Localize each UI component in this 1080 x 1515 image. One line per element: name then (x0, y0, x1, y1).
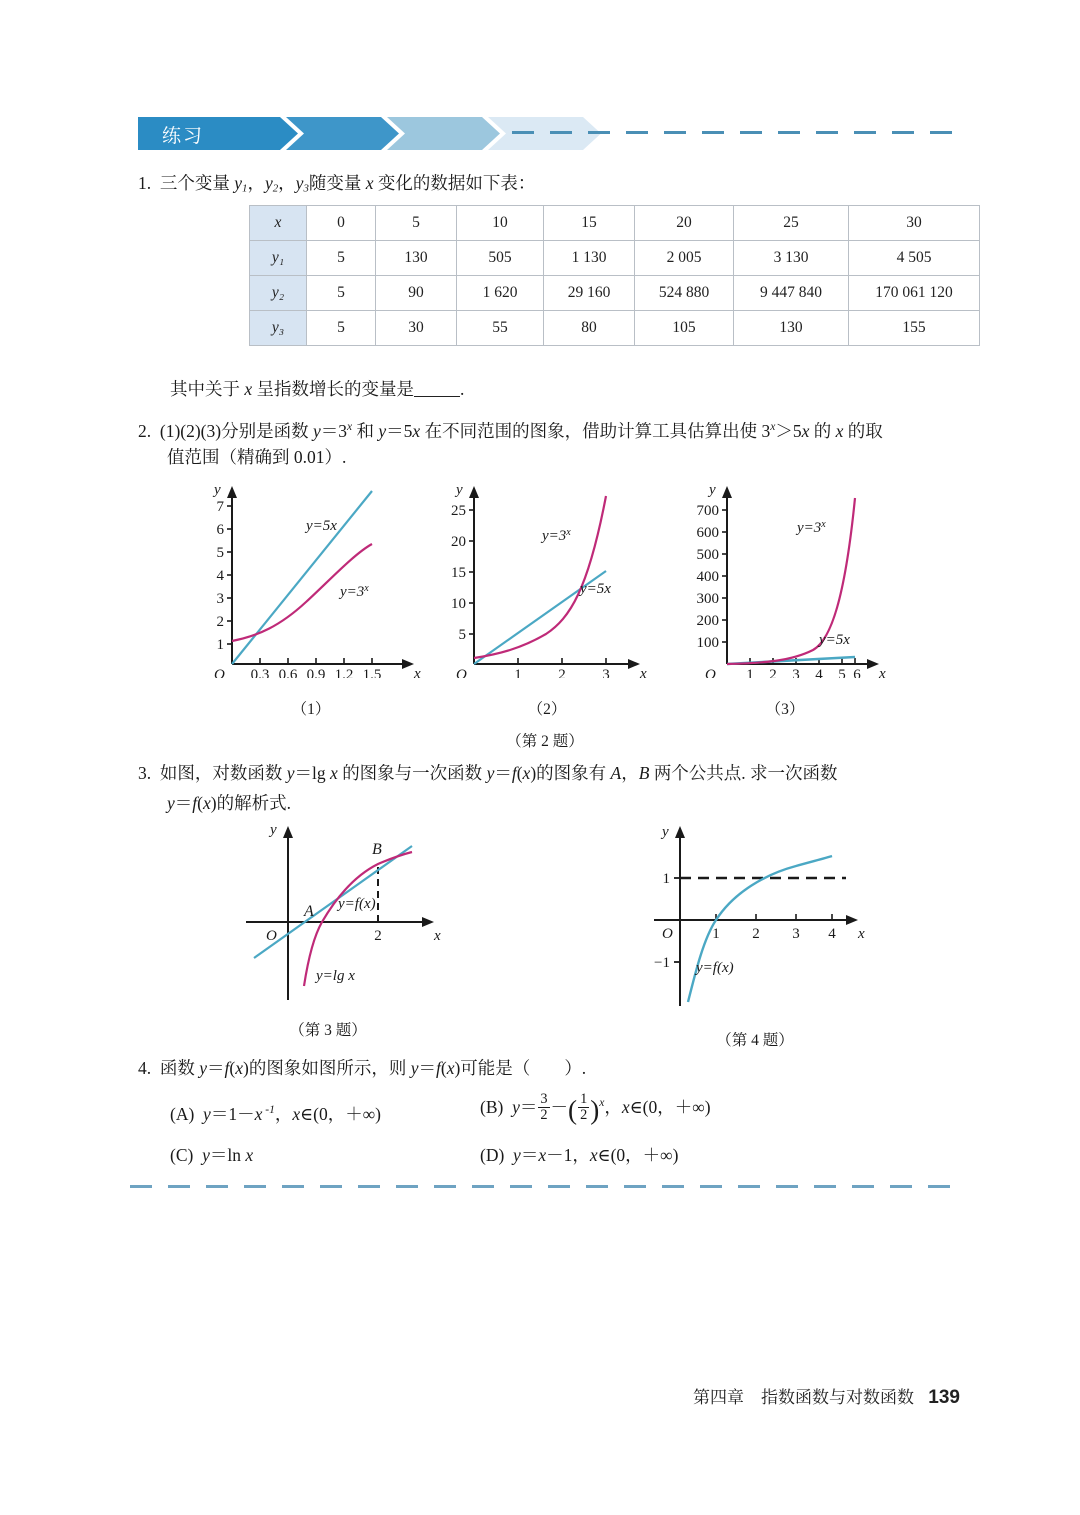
cell: 155 (849, 311, 980, 346)
tick-label-neg1: −1 (654, 955, 670, 971)
svg-text:1.5: 1.5 (362, 667, 382, 678)
table-row-y3 (250, 311, 980, 346)
question-2-line2: 值范围（精确到 0.01）. (167, 447, 347, 467)
series-label-5x: y=5x (580, 581, 611, 597)
series-label-fx: y=f(x) (696, 960, 734, 976)
footer-page-number: 139 (928, 1387, 960, 1408)
banner-chevron-2 (286, 117, 399, 150)
svg-text:100: 100 (696, 635, 719, 651)
cell: 130 (376, 241, 457, 276)
svg-text:5: 5 (458, 627, 466, 643)
svg-text:3: 3 (602, 667, 610, 678)
cell: 10 (457, 206, 544, 241)
cell: 505 (457, 241, 544, 276)
point-label-A: A (304, 903, 314, 920)
q4-option-C[interactable]: (C) y＝ln x (170, 1145, 254, 1165)
cell: 3 130 (734, 241, 849, 276)
question-2-line1: 2. (1)(2)(3)分别是函数 $y=3^x$ 和 y＝5x 在不同范围的图象，借助计算工具估算出使 $3^x>5x$ 的 x 的取 (138, 420, 883, 441)
cell: 15 (544, 206, 635, 241)
q3-number: 3. (138, 763, 152, 783)
cell: 524 880 (635, 276, 734, 311)
svg-text:10: 10 (451, 596, 466, 612)
page-footer (693, 1383, 960, 1409)
footer-chapter: 第四章 指数函数与对数函数 (693, 1388, 915, 1407)
svg-text:O: O (662, 926, 673, 942)
section-title: 练习 (162, 126, 205, 147)
q2-number: 2. (138, 420, 152, 441)
svg-text:700: 700 (696, 503, 719, 519)
svg-text:2: 2 (216, 614, 224, 630)
q4-number: 4. (138, 1058, 152, 1078)
figure-4-caption: （第 4 题） (716, 1032, 794, 1049)
cell: 1 620 (457, 276, 544, 311)
series-label-3x: $y=3^x$ (797, 519, 826, 536)
cell: 5 (307, 241, 376, 276)
table-row-x (250, 206, 980, 241)
question-3-line2: y＝f(x)的解析式. (167, 793, 291, 813)
tick-label-2: 2 (374, 928, 382, 944)
cell: 90 (376, 276, 457, 311)
cell: 130 (734, 311, 849, 346)
banner-chevron-3 (387, 117, 500, 150)
svg-text:3: 3 (792, 926, 800, 942)
q4-option-B[interactable]: (B) y＝ $\frac{3}{2}$ －( $\frac{1}{2}$ )$^x$，x∈(0，＋∞) (480, 1090, 711, 1125)
option-B-tag: (B) (480, 1096, 504, 1117)
cell: 4 505 (849, 241, 980, 276)
svg-text:2: 2 (558, 667, 566, 678)
svg-text:O: O (214, 667, 225, 678)
svg-text:y: y (456, 482, 463, 498)
point-label-B: B (372, 841, 382, 858)
cell: 29 160 (544, 276, 635, 311)
answer-blank[interactable] (414, 379, 460, 397)
svg-text:600: 600 (696, 525, 719, 541)
svg-text:1: 1 (216, 637, 224, 653)
cell: 20 (635, 206, 734, 241)
series-label-lgx: y=lg x (316, 968, 355, 984)
option-C-tag: (C) (170, 1145, 194, 1165)
q1-data-table (249, 205, 980, 346)
cell: 0 (307, 206, 376, 241)
svg-text:3: 3 (216, 591, 224, 607)
svg-text:20: 20 (451, 534, 466, 550)
cell: 80 (544, 311, 635, 346)
svg-text:0.9: 0.9 (306, 667, 326, 678)
option-D-tag: (D) (480, 1145, 505, 1165)
svg-text:4: 4 (815, 667, 823, 678)
svg-text:200: 200 (696, 613, 719, 629)
cell: 1 130 (544, 241, 635, 276)
top-dashed-rule (512, 131, 962, 134)
figure-4 (638, 820, 888, 1015)
svg-text:2: 2 (752, 926, 760, 942)
svg-text:2: 2 (769, 667, 777, 678)
q1-followup: 其中关于 x 呈指数增长的变量是 . (170, 379, 465, 399)
svg-text:O: O (705, 667, 716, 678)
figure-q2-caption: （第 2 题） (506, 733, 584, 750)
q4-option-D[interactable]: (D) y＝x－1，x∈(0，＋∞) (480, 1145, 679, 1165)
svg-text:4: 4 (828, 926, 836, 942)
svg-text:y: y (662, 824, 669, 840)
row-header-y2: y₂ (250, 276, 307, 311)
q1-number: 1. (138, 173, 152, 193)
row-header-y3: y₃ (250, 311, 307, 346)
q4-option-A[interactable]: (A) y＝1－x $^{-1}$，x∈(0，＋∞) (170, 1103, 381, 1124)
svg-text:x: x (858, 926, 865, 942)
cell: 2 005 (635, 241, 734, 276)
figure-2-2-caption: （2） (527, 701, 567, 718)
svg-text:300: 300 (696, 591, 719, 607)
svg-text:1: 1 (514, 667, 522, 678)
cell: 105 (635, 311, 734, 346)
series-label-fx: y=f(x) (338, 896, 376, 912)
svg-text:15: 15 (451, 565, 466, 581)
cell: 9 447 840 (734, 276, 849, 311)
question-3-line1: 3. 如图，对数函数 y＝lg x 的图象与一次函数 y＝f(x)的图象有 A，B 两个公共点. 求一次函数 (138, 763, 838, 783)
series-label-3x: $y=3^x$ (542, 527, 571, 544)
figure-3-caption: （第 3 题） (289, 1022, 367, 1039)
cell: 25 (734, 206, 849, 241)
svg-text:500: 500 (696, 547, 719, 563)
svg-text:5: 5 (216, 545, 224, 561)
svg-text:1: 1 (712, 926, 720, 942)
question-4-stem: 4. 函数 y＝f(x)的图象如图所示，则 y＝f(x)可能是（ ）. (138, 1058, 587, 1078)
series-label-5x: y=5x (819, 632, 850, 648)
svg-text:y: y (214, 482, 221, 498)
cell: 5 (376, 206, 457, 241)
cell: 5 (307, 311, 376, 346)
svg-text:y: y (270, 822, 277, 838)
table-row-y2 (250, 276, 980, 311)
figure-2-3-caption: （3） (765, 701, 805, 718)
option-A-tag: (A) (170, 1103, 195, 1124)
svg-text:O: O (266, 928, 277, 944)
figure-2-1-caption: （1） (291, 701, 331, 718)
svg-text:6: 6 (853, 667, 861, 678)
svg-text:25: 25 (451, 503, 466, 519)
svg-text:1.2: 1.2 (334, 667, 354, 678)
cell: 30 (376, 311, 457, 346)
svg-text:x: x (414, 666, 421, 678)
row-header-x: x (250, 206, 307, 241)
svg-text:400: 400 (696, 569, 719, 585)
figure-2-3 (665, 478, 905, 683)
svg-text:x: x (640, 666, 647, 678)
svg-text:5: 5 (838, 667, 846, 678)
cell: 170 061 120 (849, 276, 980, 311)
svg-text:0.6: 0.6 (278, 667, 298, 678)
figure-2-1 (196, 478, 426, 683)
svg-text:x: x (879, 666, 886, 678)
bottom-dashed-rule (130, 1185, 962, 1188)
question-1-stem: 1. 三个变量 $y_1$，$y_2$，$y_3$随变量 x 变化的数据如下表： (138, 173, 536, 195)
row-header-y1: y₁ (250, 241, 307, 276)
section-banner (138, 117, 510, 150)
table-row-y1 (250, 241, 980, 276)
figure-2-2 (430, 478, 660, 683)
tick-label-1: 1 (662, 871, 670, 887)
svg-text:y: y (709, 482, 716, 498)
svg-text:3: 3 (792, 667, 800, 678)
svg-text:1: 1 (746, 667, 754, 678)
svg-text:4: 4 (216, 568, 224, 584)
svg-text:O: O (456, 667, 467, 678)
svg-text:7: 7 (216, 499, 224, 515)
svg-text:0.3: 0.3 (250, 667, 270, 678)
cell: 55 (457, 311, 544, 346)
series-label-3x: $y=3^x$ (340, 583, 369, 600)
svg-text:6: 6 (216, 522, 224, 538)
cell: 5 (307, 276, 376, 311)
figure-3 (226, 820, 456, 1015)
series-label-5x: y=5x (306, 518, 337, 534)
svg-text:x: x (434, 928, 441, 944)
cell: 30 (849, 206, 980, 241)
